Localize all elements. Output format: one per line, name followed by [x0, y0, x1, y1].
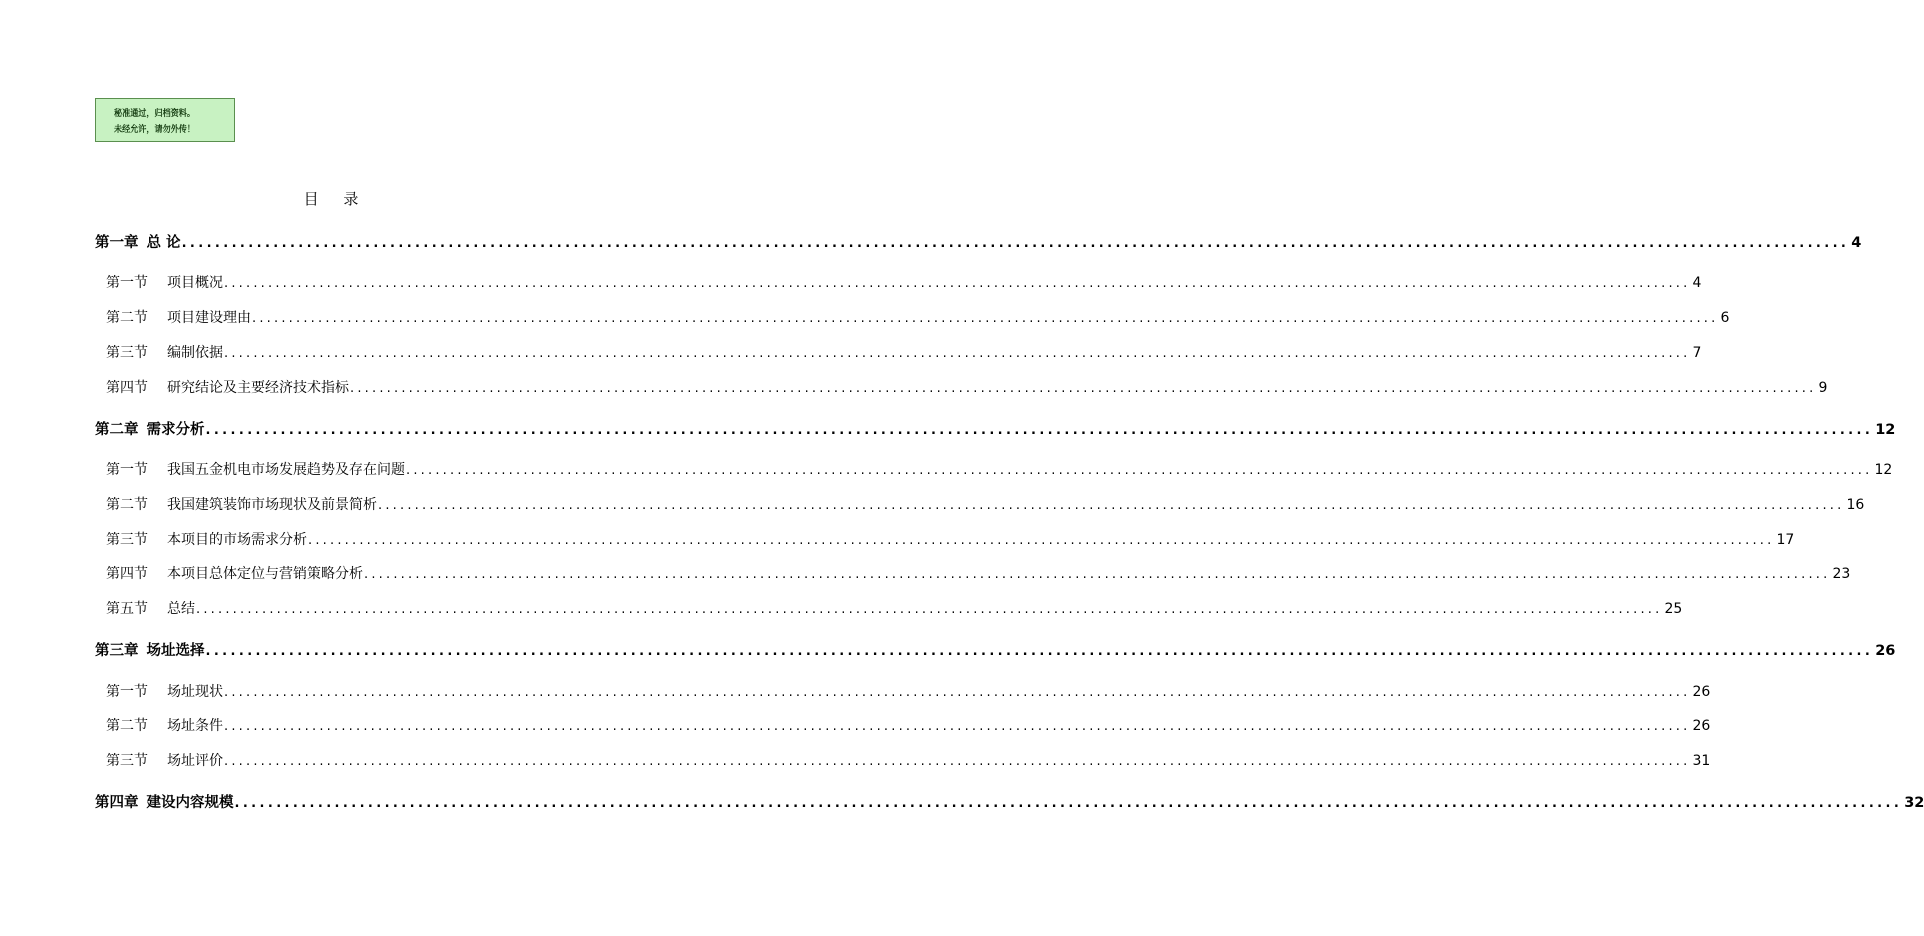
toc-page: 26: [1692, 684, 1711, 700]
toc-page: 4: [1851, 235, 1862, 251]
toc-title: 项目建设理由: [167, 310, 251, 326]
toc-leader: ........................................................................................................................................................................................................: [406, 463, 1873, 478]
toc-page: 26: [1692, 718, 1711, 734]
toc-leader: ........................................................................................................................................................................................................: [196, 602, 1663, 617]
toc-section-3-1[interactable]: [106, 681, 1711, 701]
toc-section-2-4[interactable]: [106, 563, 1851, 583]
toc-leader: ........................................................................................................................................................................................................: [181, 236, 1850, 251]
toc-leader: ........................................................................................................................................................................................................: [350, 381, 1817, 396]
toc-number: 第一节: [106, 462, 148, 478]
stamp-line-2: 未经允许，请勿外传！: [114, 125, 196, 135]
toc-leader: ........................................................................................................................................................................................................: [252, 311, 1719, 326]
toc-chapter-1[interactable]: [95, 231, 1862, 252]
toc-page: 9: [1818, 380, 1828, 396]
toc-heading: 目 录: [303, 190, 369, 208]
toc-leader: ........................................................................................................................................................................................................: [378, 498, 1845, 513]
toc-page: 12: [1875, 422, 1896, 438]
toc-title: 本项目总体定位与营销策略分析: [167, 566, 363, 582]
toc-leader: ........................................................................................................................................................................................................: [308, 533, 1775, 548]
toc-title: 需求分析: [146, 422, 205, 438]
toc-title: 项目概况: [167, 275, 223, 291]
toc-title: 建设内容规模: [146, 795, 234, 811]
toc-number: 第三节: [106, 532, 148, 548]
confidential-stamp: [95, 98, 235, 142]
toc-title: 场址评价: [167, 753, 223, 769]
toc-leader: ........................................................................................................................................................................................................: [224, 346, 1691, 361]
toc-title: 总 论: [146, 235, 181, 251]
toc-number: 第二节: [106, 310, 148, 326]
stamp-line-1: 秘准通过，归档资料。: [114, 109, 196, 119]
toc-number: 第四节: [106, 380, 148, 396]
toc-page: 32: [1904, 795, 1924, 811]
toc-page: 25: [1664, 601, 1683, 617]
toc-chapter-3[interactable]: [95, 639, 1896, 660]
toc-title: 本项目的市场需求分析: [167, 532, 307, 548]
toc-section-2-3[interactable]: [106, 529, 1795, 549]
toc-section-1-3[interactable]: [106, 342, 1702, 362]
toc-leader: ........................................................................................................................................................................................................: [205, 644, 1874, 659]
toc-title: 研究结论及主要经济技术指标: [167, 380, 349, 396]
toc-number: 第一节: [106, 275, 148, 291]
toc-chapter-2[interactable]: [95, 418, 1896, 439]
toc-page: 23: [1832, 566, 1851, 582]
toc-number: 第二节: [106, 718, 148, 734]
toc-title: 场址现状: [167, 684, 223, 700]
toc-title: 我国建筑装饰市场现状及前景简析: [167, 497, 377, 513]
toc-section-2-5[interactable]: [106, 598, 1683, 618]
toc-chapter-4[interactable]: [95, 791, 1924, 812]
toc-number: 第一章: [95, 235, 139, 251]
toc-page: 17: [1776, 532, 1795, 548]
toc-page: 16: [1846, 497, 1865, 513]
toc-page: 12: [1874, 462, 1893, 478]
toc-page: 4: [1692, 275, 1702, 291]
toc-number: 第一节: [106, 684, 148, 700]
toc-section-3-2[interactable]: [106, 715, 1711, 735]
toc-number: 第五节: [106, 601, 148, 617]
toc-section-2-1[interactable]: [106, 459, 1893, 479]
toc-section-2-2[interactable]: [106, 494, 1865, 514]
toc-leader: ........................................................................................................................................................................................................: [205, 423, 1874, 438]
toc-section-3-3[interactable]: [106, 750, 1711, 770]
toc-number: 第二章: [95, 422, 139, 438]
toc-page: 6: [1720, 310, 1730, 326]
toc-number: 第四章: [95, 795, 139, 811]
toc-title: 我国五金机电市场发展趋势及存在问题: [167, 462, 405, 478]
toc-number: 第三章: [95, 643, 139, 659]
toc-page: 7: [1692, 345, 1702, 361]
toc-number: 第三节: [106, 753, 148, 769]
toc-number: 第四节: [106, 566, 148, 582]
toc-leader: ........................................................................................................................................................................................................: [224, 276, 1691, 291]
toc-leader: ........................................................................................................................................................................................................: [224, 754, 1691, 769]
toc-leader: ........................................................................................................................................................................................................: [364, 567, 1831, 582]
toc-section-1-2[interactable]: [106, 307, 1730, 327]
toc-title: 总结: [167, 601, 195, 617]
toc-page: 31: [1692, 753, 1711, 769]
toc-page: 26: [1875, 643, 1896, 659]
toc-title: 场址条件: [167, 718, 223, 734]
toc-leader: ........................................................................................................................................................................................................: [224, 719, 1691, 734]
toc-section-1-4[interactable]: [106, 377, 1828, 397]
toc-title: 场址选择: [146, 643, 205, 659]
toc-leader: ........................................................................................................................................................................................................: [234, 796, 1903, 811]
toc-leader: ........................................................................................................................................................................................................: [224, 685, 1691, 700]
toc-section-1-1[interactable]: [106, 272, 1702, 292]
toc-number: 第三节: [106, 345, 148, 361]
toc-title: 编制依据: [167, 345, 223, 361]
toc-number: 第二节: [106, 497, 148, 513]
